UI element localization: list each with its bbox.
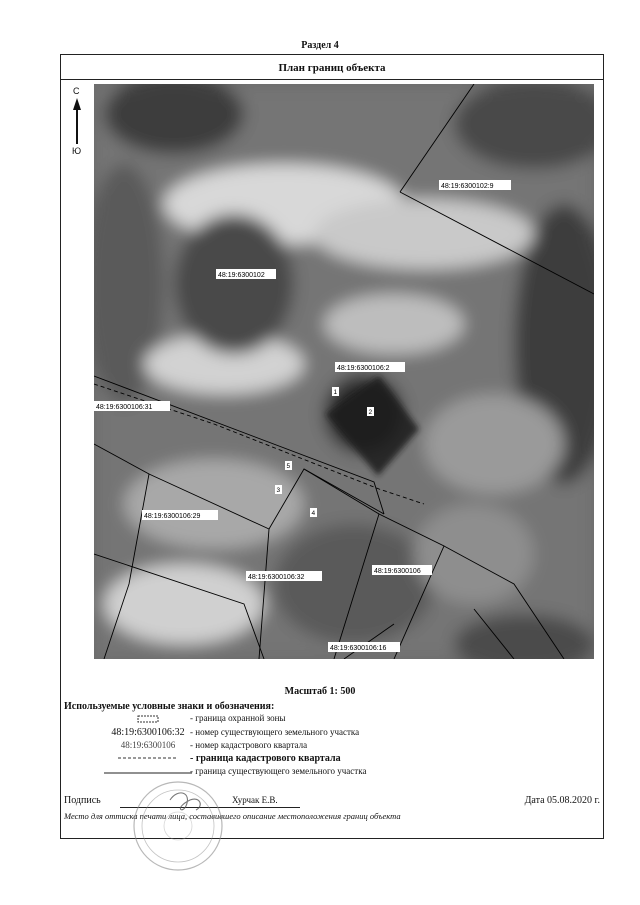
point-label: 1: [333, 389, 338, 396]
point-label: 4: [311, 510, 316, 517]
point-label: 2: [368, 409, 373, 416]
handwritten-signature: [170, 793, 200, 810]
parcel-label: 48:19:6300106:2: [337, 365, 390, 372]
legend-item-quarter-number: [64, 740, 584, 754]
map-canvas: [94, 84, 594, 659]
seal-stamp: [130, 778, 226, 874]
point-label: 3: [276, 487, 281, 494]
aerial-map: [94, 84, 594, 659]
compass-north-label: С: [73, 86, 80, 96]
section-title: Раздел 4: [301, 40, 339, 51]
point-label: 5: [286, 463, 291, 470]
parcel-label: 48:19:6300102:9: [441, 183, 494, 190]
parcel-label: 48:19:6300106:29: [144, 513, 201, 520]
legend-desc: - граница кадастрового квартала: [190, 753, 341, 764]
legend-item-protection-zone: [64, 713, 584, 727]
parcel-label: 48:19:6300106:31: [96, 404, 153, 411]
plan-title: План границ объекта: [60, 54, 604, 80]
legend-symbol-text: 48:19:6300106:32: [111, 727, 185, 738]
legend-item-parcel-number: [64, 727, 584, 741]
legend-item-quarter-boundary: [64, 753, 584, 767]
compass: [67, 86, 87, 164]
parcel-label: 48:19:6300106:32: [248, 574, 305, 581]
parcel-label: 48:19:6300102: [218, 272, 265, 279]
parcel-label: 48:19:6300106: [374, 568, 421, 575]
signature-label: Подпись: [64, 795, 101, 806]
parcel-label: 48:19:6300106:16: [330, 645, 387, 652]
stamp-note: Место для оттиска печати лица, составившего описание местоположения границ объекта: [64, 811, 401, 821]
legend-desc: - номер кадастрового квартала: [190, 740, 308, 750]
legend-desc: - граница существующего земельного участка: [190, 766, 367, 776]
document-date: Дата 05.08.2020 г.: [524, 795, 600, 806]
compass-south-label: Ю: [72, 146, 82, 156]
legend-desc: - номер существующего земельного участка: [190, 727, 360, 737]
legend-symbol-text: 48:19:6300106: [120, 740, 176, 750]
signer-name: Хурчак Е.В.: [232, 795, 278, 805]
legend-desc: - граница охранной зоны: [190, 713, 286, 723]
map-scale: Масштаб 1: 500: [284, 686, 356, 697]
legend-title: Используемые условные знаки и обозначения:: [64, 701, 275, 712]
